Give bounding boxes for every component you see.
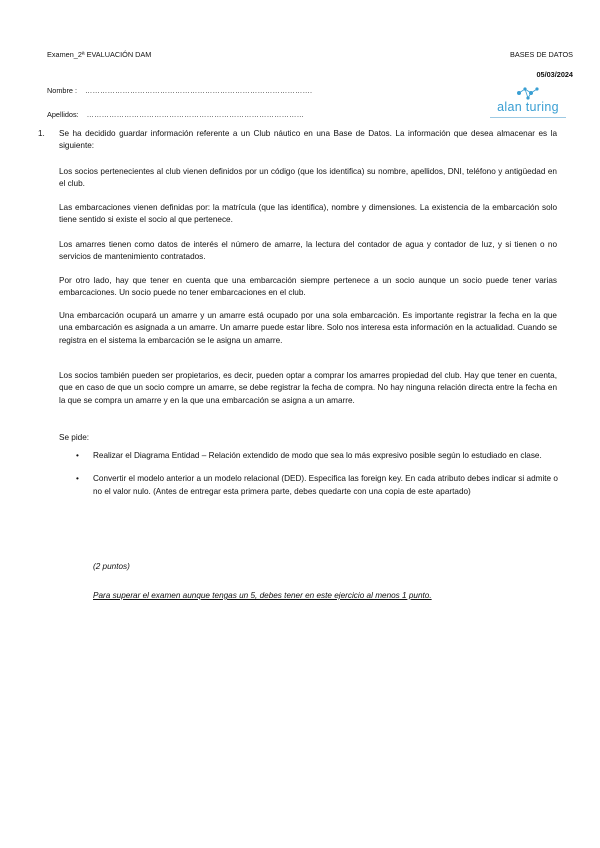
apellidos-dots: …………………………………………………………………………… xyxy=(86,110,305,119)
nombre-dots: ………………………………………………………………………………. xyxy=(85,86,313,95)
paragraph-pertenencia: Por otro lado, hay que tener en cuenta que una embarcación siempre pertenece a un socio aunque un socio puede tener varias embarcaciones. Un socio puede no tener embarcaciones en el club. xyxy=(59,276,557,298)
paragraph-ocupacion: Una embarcación ocupará un amarre y un amarre está ocupado por una sola embarcación. Es importante registrar la fecha en la que una embarcación es asignada a un amarre. Un amarre puede estar libre. Solo nos interesa esta información en la actualidad. Cuando se registra en el sistema la embarcación se le asigna un amarre. xyxy=(59,311,557,345)
paragraph-amarres: Los amarres tienen como datos de interés el número de amarre, la lectura del contador de agua y contador de luz, y si tienen o no servicios de mantenimiento contratados. xyxy=(59,240,557,262)
nombre-field xyxy=(47,86,312,95)
question-intro: Se ha decidido guardar información referente a un Club náutico en una Base de Datos. La información que desea almacenar es la siguiente: xyxy=(59,129,557,151)
exam-title: Examen_2ª EVALUACIÓN DAM xyxy=(47,50,152,59)
paragraph-embarcaciones: Las embarcaciones vienen definidas por: la matrícula (que las identifica), nombre y dimensiones. La existencia de la embarcación solo tiene sentido si existe el socio al que pertenece. xyxy=(59,203,557,225)
paragraph-socios: Los socios pertenecientes al club vienen definidos por un código (que los identifica) su nombre, apellidos, DNI, teléfono y antigüedad en el club. xyxy=(59,167,557,189)
logo-text: alan turing xyxy=(497,100,559,114)
subject-title: BASES DE DATOS xyxy=(510,50,573,59)
bullet-icon: • xyxy=(76,451,79,460)
apellidos-field xyxy=(47,110,304,119)
bullet-icon: • xyxy=(76,474,79,484)
logo-underline xyxy=(490,117,566,118)
question-number: 1. xyxy=(38,129,45,138)
task-item xyxy=(76,450,558,462)
task-text: Realizar el Diagrama Entidad – Relación extendido de modo que sea lo más expresivo posible según lo estudiado en clase. xyxy=(93,451,542,460)
task-list xyxy=(76,450,558,498)
task-item xyxy=(76,473,558,498)
apellidos-label: Apellidos: xyxy=(47,110,79,119)
points-label: (2 puntos) xyxy=(93,562,130,571)
alan-turing-logo xyxy=(484,86,572,122)
se-pide-label: Se pide: xyxy=(59,433,90,442)
task-text: Convertir el modelo anterior a un modelo relacional (DED). Especifica las foreign key. En cada atributo debes indicar si admite o no el valor nulo. (Antes de entregar esta primera parte, debes quedarte con una copia de este apartado) xyxy=(93,474,558,496)
passing-note: Para superar el examen aunque tengas un 5, debes tener en este ejercicio al menos 1 punto. xyxy=(93,591,432,600)
nombre-label: Nombre : xyxy=(47,86,78,95)
paragraph-propietarios: Los socios también pueden ser propietarios, es decir, pueden optar a comprar los amarres propiedad del club. Hay que tener en cuenta, que en caso de que un socio compre un amarre, se debe registrar la fecha de compra. No hay ninguna relación directa entre la fecha en la que se compra un amarre y en la que una embarcación se asigna a un amarre. xyxy=(59,371,557,405)
exam-date: 05/03/2024 xyxy=(536,70,573,79)
